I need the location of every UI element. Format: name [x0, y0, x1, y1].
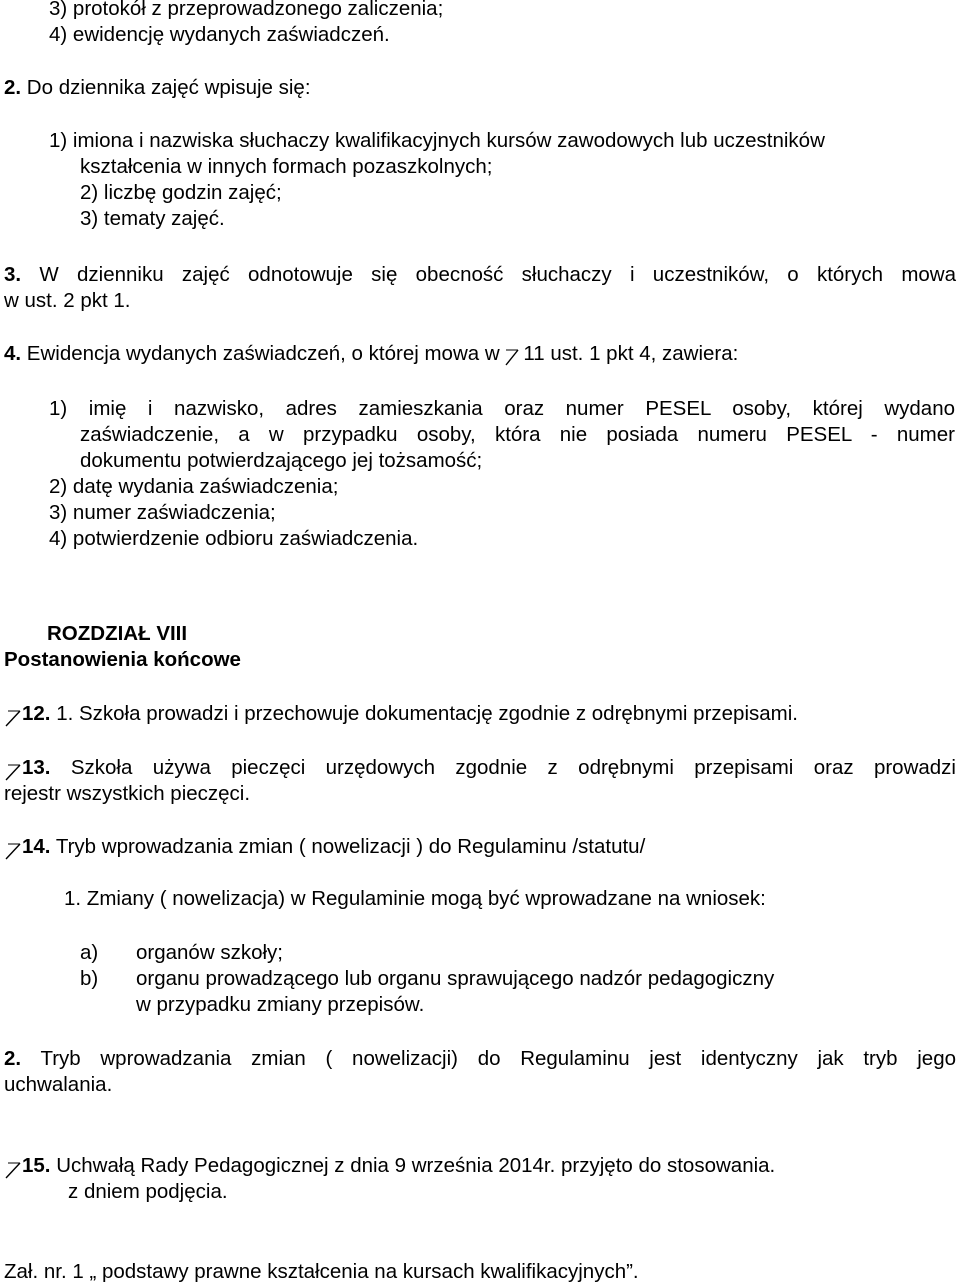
list-item-b: organu prowadzącego lub organu sprawującego nadzór pedagogiczny	[136, 967, 775, 990]
list-label-a: a)	[80, 941, 99, 964]
section-14-heading: 14. Tryb wprowadzania zmian ( nowelizacji ) do Regulaminu /statutu/	[4, 834, 645, 860]
section-12-number: 12.	[22, 702, 51, 725]
section-14-point-2-number: 2.	[4, 1047, 22, 1070]
paragraph-3-line-1: 3. W dzienniku zajęć odnotowuje się obecność słuchaczy i uczestników, o których mowa	[4, 263, 956, 286]
paragraph-4-heading: 4. Ewidencja wydanych zaświadczeń, o której mowa w 11 ust. 1 pkt 4, zawiera:	[4, 342, 739, 365]
list-item-b-cont: w przypadku zmiany przepisów.	[136, 993, 425, 1016]
paragraph-4-item-1-cont: zaświadczenie, a w przypadku osoby, która nie posiada numeru PESEL - numer	[80, 423, 955, 446]
chapter-title: Postanowienia końcowe	[4, 648, 241, 671]
section-14-number: 14.	[22, 835, 51, 858]
section-13-line-1: 13. Szkoła używa pieczęci urzędowych zgodnie z odrębnymi przepisami oraz prowadzi	[4, 755, 956, 781]
paragraph-2-text: Do dziennika zajęć wpisuje się:	[21, 76, 311, 99]
section-12: 12. 1. Szkoła prowadzi i przechowuje dokumentację zgodnie z odrębnymi przepisami.	[4, 701, 798, 727]
paragraph-2-heading	[4, 75, 311, 101]
section-14-point-1: 1. Zmiany ( nowelizacja) w Regulaminie mogą być wprowadzane na wniosek:	[64, 887, 766, 910]
list-item-protokol: 3) protokół z przeprowadzonego zaliczenia;	[49, 0, 444, 20]
paragraph-4-item-1: 1) imię i nazwisko, adres zamieszkania oraz numer PESEL osoby, której wydano	[49, 397, 955, 420]
list-item-a: organów szkoły;	[136, 941, 283, 964]
paragraph-4-item-1-cont-2: dokumentu potwierdzającego jej tożsamość;	[80, 449, 483, 472]
paragraph-2-item-2: 2) liczbę godzin zajęć;	[80, 181, 282, 204]
paragraph-4-number: 4.	[4, 342, 22, 365]
paragraph-2-item-3: 3) tematy zajęć.	[80, 207, 225, 230]
section-15-line-2: z dniem podjęcia.	[68, 1180, 228, 1203]
section-15-line-1: 15. Uchwałą Rady Pedagogicznej z dnia 9 września 2014r. przyjęto do stosowania.	[4, 1153, 775, 1179]
list-item-ewidencja: 4) ewidencję wydanych zaświadczeń.	[49, 23, 390, 46]
paragraph-2-item-1-cont: kształcenia w innych formach pozaszkolnych;	[80, 155, 493, 178]
list-label-b: b)	[80, 967, 99, 990]
paragraph-2-item-1: 1) imiona i nazwiska słuchaczy kwalifikacyjnych kursów zawodowych lub uczestników	[49, 129, 825, 152]
paragraph-4-item-2: 2) datę wydania zaświadczenia;	[49, 475, 339, 498]
chapter-number: ROZDZIAŁ VIII	[47, 622, 188, 645]
paragraph-4-item-3: 3) numer zaświadczenia;	[49, 501, 276, 524]
paragraph-2-number: 2.	[4, 76, 22, 99]
section-15-number: 15.	[22, 1154, 51, 1177]
paragraph-4-item-4: 4) potwierdzenie odbioru zaświadczenia.	[49, 527, 419, 550]
section-13-number: 13.	[22, 756, 51, 779]
attachment-note: Zał. nr. 1 „ podstawy prawne kształcenia na kursach kwalifikacyjnych”.	[4, 1260, 639, 1283]
section-14-point-2-line-2: uchwalania.	[4, 1073, 113, 1096]
paragraph-3-number: 3.	[4, 263, 22, 286]
section-13-line-2: rejestr wszystkich pieczęci.	[4, 782, 251, 805]
paragraph-3-line-2: w ust. 2 pkt 1.	[4, 289, 131, 312]
section-14-point-2-line-1: 2. Tryb wprowadzania zmian ( nowelizacji) do Regulaminu jest identyczny jak tryb jego	[4, 1047, 956, 1070]
